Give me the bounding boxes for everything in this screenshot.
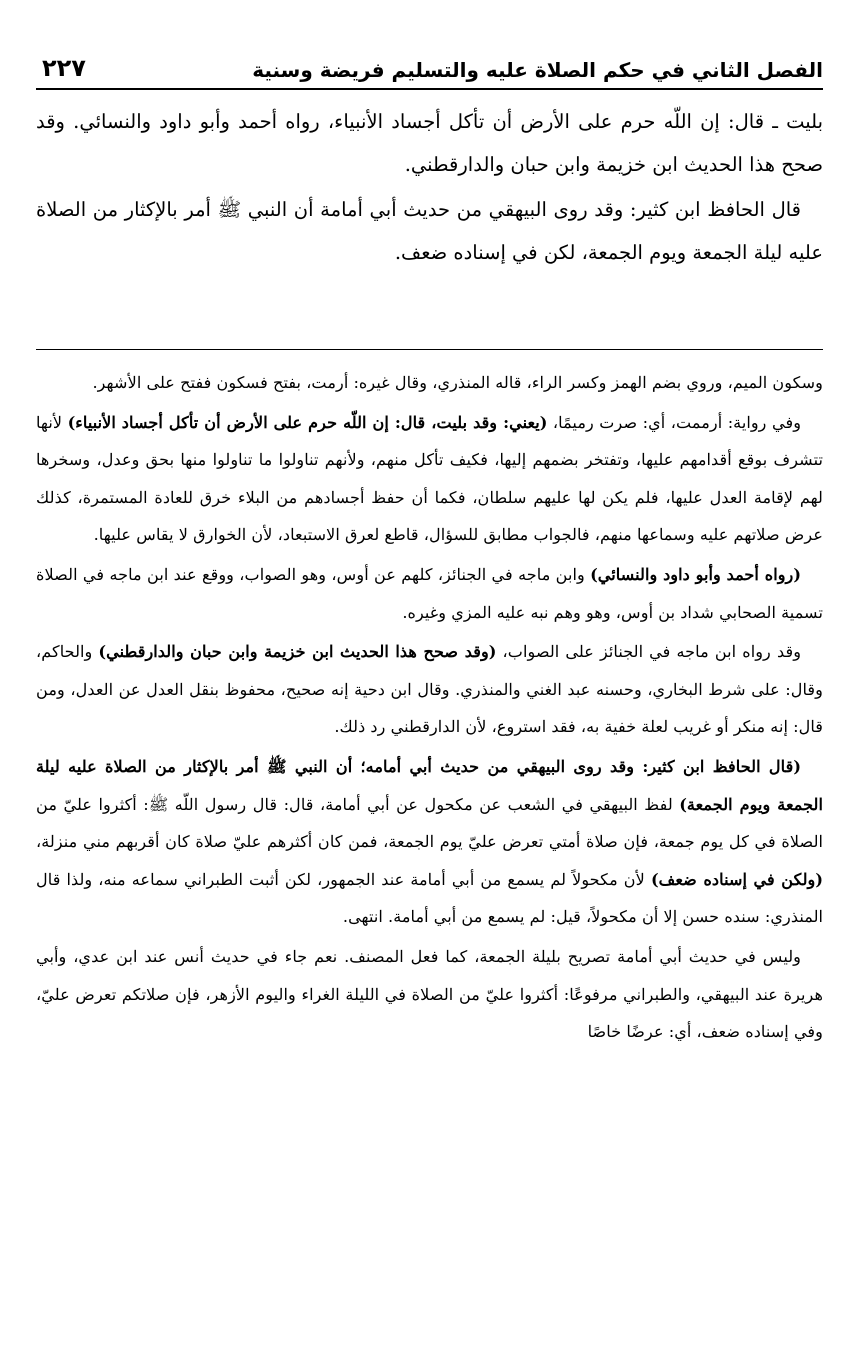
page-header (36, 40, 823, 90)
quoted-matn: (يعني: وقد بليت، قال: إن اللّه حرم على الأرض أن تأكل أجساد الأنبياء) (67, 412, 548, 432)
quoted-matn: (رواه أحمد وأبو داود والنسائي) (590, 564, 801, 584)
running-title: الفصل الثاني في حكم الصلاة عليه والتسليم فريضة وسنية (252, 58, 823, 82)
quoted-matn: (ولكن في إسناده ضعف) (650, 869, 823, 889)
main-paragraph-2: قال الحافظ ابن كثير: وقد روى البيهقي من حديث أبي أمامة أن النبي ﷺ أمر بالإكثار من الصلاة عليه ليلة الجمعة ويوم الجمعة، لكن في إسناده ضعف. (36, 198, 823, 264)
main-text (36, 100, 823, 274)
commentary-text: وفي رواية: أرممت، أي: صرت رميمًا، (547, 412, 802, 432)
commentary-text: والحاكم، وقال: على شرط البخاري، وحسنه عبد الغني والمنذري. وقال ابن دحية إنه صحيح، محفوظ بنقل العدل عن العدل، ومن قال: إنه منكر أو غريب لعلة خفية به، فقد استروع، لأن الدارقطني رد ذلك. (36, 642, 823, 737)
commentary-paragraph-2 (36, 404, 823, 554)
footnote-separator (36, 349, 823, 350)
commentary-text: وقد رواه ابن ماجه في الجنائز على الصواب، (496, 642, 802, 662)
commentary-text: لفظ البيهقي في الشعب عن مكحول عن أبي أمامة، قال: قال رسول اللّه ﷺ: أكثروا عليّ من الصلاة في كل يوم جمعة، فإن صلاة أمتي تعرض عليّ يوم الجمعة، فمن كان أكثرهم عليّ صلاة كان أقربهم مني منزلة، (36, 794, 823, 852)
commentary-paragraph-3 (36, 556, 823, 631)
commentary-paragraph-5 (36, 748, 823, 936)
quoted-matn: (وقد صحح هذا الحديث ابن خزيمة وابن حبان والدارقطني) (98, 642, 497, 662)
commentary-text: لأن مكحولاً لم يسمع من أبي أمامة عند الجمهور، لكن أثبت الطبراني سماعه منه، ولذا قال المنذري: سنده حسن إلا أن مكحولاً، قيل: لم يسمع من أبي أمامة. انتهى. (36, 869, 823, 927)
quoted-matn: (قال الحافظ ابن كثير: وقد روى البيهقي من حديث أبي أمامه؛ أن النبي ﷺ أمر بالإكثار من الصلاة عليه ليلة الجمعة ويوم الجمعة) (36, 756, 823, 814)
commentary-paragraph-1: وسكون الميم، وروي بضم الهمز وكسر الراء، قاله المنذري، وقال غيره: أرمت، بفتح فسكون ففتح على الأشهر. (92, 373, 823, 392)
commentary-paragraph-4 (36, 633, 823, 746)
commentary-paragraph-6: وليس في حديث أبي أمامة تصريح بليلة الجمعة، كما فعل المصنف. نعم جاء في حديث أنس عند ابن عدي، وأبي هريرة عند البيهقي، والطبراني مرفوعًا: أكثروا عليّ من الصلاة في الليلة الغراء واليوم الأزهر، فإن صلاتكم تعرض عليّ، وفي إسناده ضعف، أي: عرضًا خاصًا (36, 946, 823, 1042)
commentary-text: لأنها تتشرف بوقع أقدامهم عليها، وتفتخر بضمهم إليها، فكيف تأكل منهم، ولأنهم تناولوا ما تناولوا منها بحق وعدل، وسخرها لهم لإقامة العدل عليها، فلم يكن لها عليهم سلطان، فكما أن حفظ أجسادهم من البلاء خرق للعادة المستمرة، كذلك عرض صلاتهم عليه وسماعها منهم، فالجواب مطابق للسؤال، قاطع لعرق الاستبعاد، لأن الخوارق لا يقاس عليها. (36, 412, 823, 545)
main-paragraph-1: بليت ـ قال: إن اللّه حرم على الأرض أن تأكل أجساد الأنبياء، رواه أحمد وأبو داود والنسائي. وقد صحح هذا الحديث ابن خزيمة وابن حبان والدارقطني. (36, 110, 823, 176)
page-number: ٢٢٧ (42, 54, 86, 82)
commentary-text: وابن ماجه في الجنائز، كلهم عن أوس، وهو الصواب، ووقع عند ابن ماجه في الصلاة تسمية الصحابي شداد بن أوس، وهو وهم نبه عليه المزي وغيره. (36, 564, 823, 622)
commentary (36, 364, 823, 1051)
